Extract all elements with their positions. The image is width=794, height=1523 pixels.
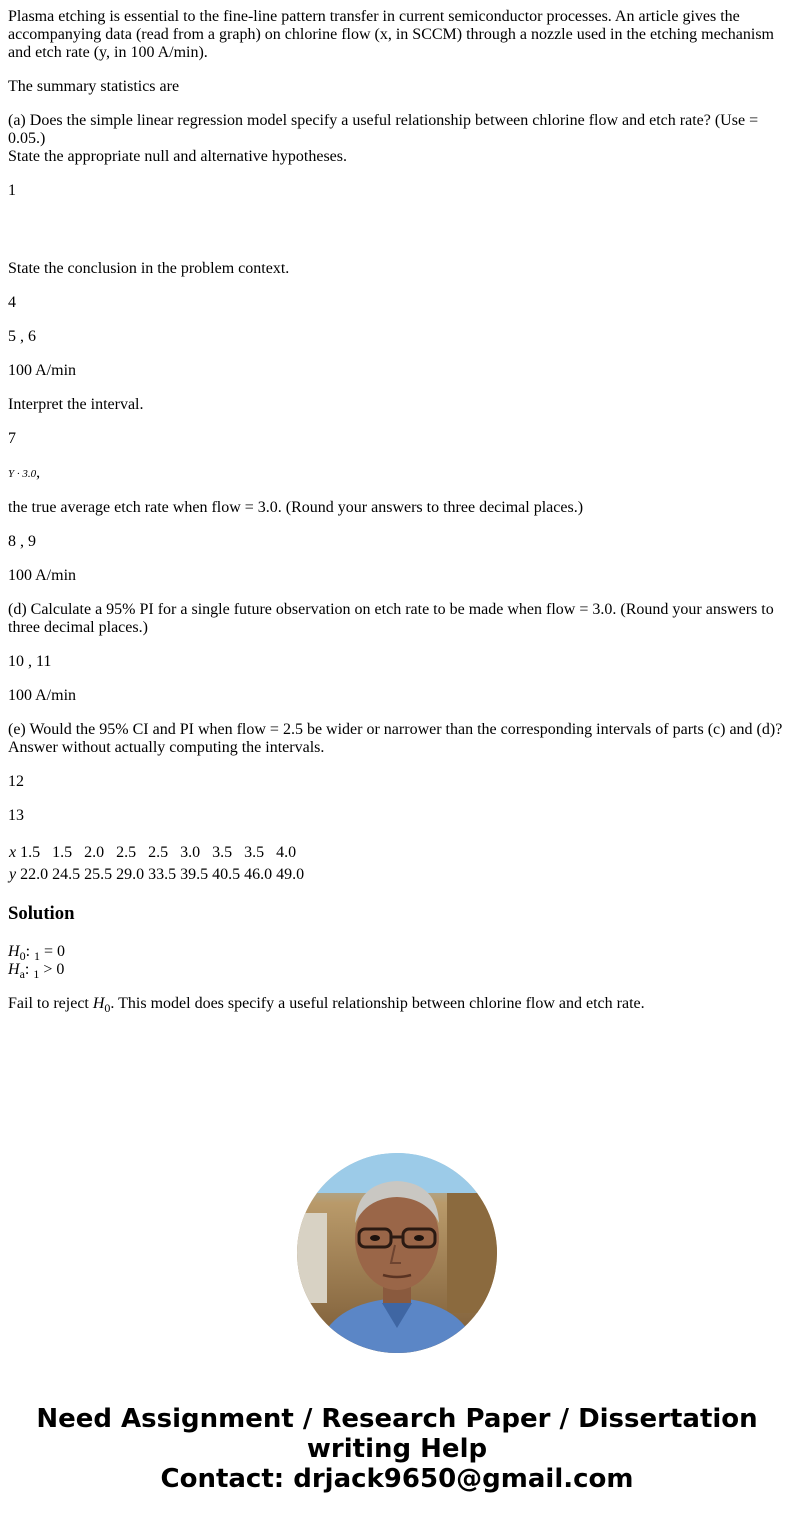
footer-line-1: Need Assignment / Research Paper / Dissertation xyxy=(36,1404,758,1434)
table-cell: 3.5 xyxy=(244,844,265,861)
answer-blank-8-9: 8 , 9 xyxy=(8,533,36,550)
ha-beta-sub: 1 xyxy=(33,967,40,981)
table-cell: 33.5 xyxy=(148,866,177,883)
table-cell: 3.0 xyxy=(180,844,201,861)
table-cell: 2.5 xyxy=(116,844,137,861)
unit-label: 100 A/min xyxy=(8,687,77,704)
table-cell: 1.5 xyxy=(52,844,73,861)
concl-sub: 0 xyxy=(104,1001,111,1015)
interpret-prompt: Interpret the interval. xyxy=(8,396,144,413)
unit-label: 100 A/min xyxy=(8,567,77,584)
summary-statistics-line: The summary statistics are xyxy=(8,78,180,95)
part-a-subprompt: State the appropriate null and alternative hypotheses. xyxy=(8,148,347,165)
answer-blank-1: 1 xyxy=(8,182,16,199)
author-avatar xyxy=(297,1153,497,1353)
concl-var: H xyxy=(92,995,105,1012)
answer-blank-12: 12 xyxy=(8,773,24,790)
table-cell: 29.0 xyxy=(116,866,145,883)
ha-colon: : xyxy=(24,961,34,978)
row-label-x: x xyxy=(9,844,17,861)
footer-line-2: writing Help xyxy=(306,1434,488,1464)
h0-beta-sub: 1 xyxy=(34,949,41,963)
unit-label: 100 A/min xyxy=(8,362,77,379)
part-a-question xyxy=(8,112,786,166)
h0-tail: = 0 xyxy=(40,943,66,960)
table-cell: 40.5 xyxy=(212,866,241,883)
mu-comma: , xyxy=(36,464,41,481)
spacer xyxy=(8,216,786,260)
table-cell: 24.5 xyxy=(52,866,81,883)
ha-tail: > 0 xyxy=(39,961,65,978)
ha-var: H xyxy=(8,961,20,978)
table-cell: 4.0 xyxy=(276,844,297,861)
answer-blank-13: 13 xyxy=(8,807,24,824)
solution-conclusion xyxy=(8,995,786,1013)
table-cell: 39.5 xyxy=(180,866,209,883)
table-cell: 3.5 xyxy=(212,844,233,861)
part-a-text: (a) Does the simple linear regression model specify a useful relationship between chlorine flow and etch rate? (Use = 0.05.) xyxy=(8,112,759,147)
table-cell: 2.0 xyxy=(84,844,105,861)
avatar-image xyxy=(297,1153,497,1353)
hypotheses xyxy=(8,943,786,979)
footer-banner xyxy=(0,1404,794,1494)
concl-post: . This model does specify a useful relationship between chlorine flow and etch rate. xyxy=(110,995,645,1012)
footer-contact: Contact: drjack9650@gmail.com xyxy=(160,1464,634,1494)
solution-heading: Solution xyxy=(8,903,75,924)
table-cell: 49.0 xyxy=(276,866,305,883)
mu-expression xyxy=(8,464,786,483)
concl-pre: Fail to reject xyxy=(8,995,93,1012)
row-label-y: y xyxy=(9,866,17,883)
mu-label: Y · 3.0 xyxy=(8,468,37,480)
ha-sub: a xyxy=(19,967,25,981)
h0-sub: 0 xyxy=(19,949,26,963)
table-cell: 1.5 xyxy=(20,844,41,861)
table-cell: 22.0 xyxy=(20,866,49,883)
table-cell: 2.5 xyxy=(148,844,169,861)
conclusion-prompt: State the conclusion in the problem context. xyxy=(8,260,290,277)
answer-blank-5-6: 5 , 6 xyxy=(8,328,36,345)
answer-blank-7: 7 xyxy=(8,430,16,447)
h0-colon: : xyxy=(25,943,35,960)
document-body xyxy=(8,8,786,1029)
table-cell: 25.5 xyxy=(84,866,113,883)
table-cell: 46.0 xyxy=(244,866,273,883)
part-c-text: the true average etch rate when flow = 3.0. (Round your answers to three decimal places.) xyxy=(8,499,584,516)
answer-blank-4: 4 xyxy=(8,294,16,311)
h0-var: H xyxy=(8,943,20,960)
table-row-x xyxy=(8,843,305,863)
table-row-y xyxy=(8,865,305,885)
data-table xyxy=(6,841,307,887)
part-d-question: (d) Calculate a 95% PI for a single future observation on etch rate to be made when flow = 3.0. (Round your answers to three decimal places.) xyxy=(8,601,774,636)
answer-blank-10-11: 10 , 11 xyxy=(8,653,52,670)
intro-paragraph: Plasma etching is essential to the fine-line pattern transfer in current semiconductor processes. An article gives the accompanying data (read from a graph) on chlorine flow (x, in SCCM) through a nozzle used in the etching mechanism and etch rate (y, in 100 A/min). xyxy=(8,8,774,61)
part-e-question: (e) Would the 95% CI and PI when flow = 2.5 be wider or narrower than the corresponding intervals of parts (c) and (d)? Answer without actually computing the intervals. xyxy=(8,721,783,756)
